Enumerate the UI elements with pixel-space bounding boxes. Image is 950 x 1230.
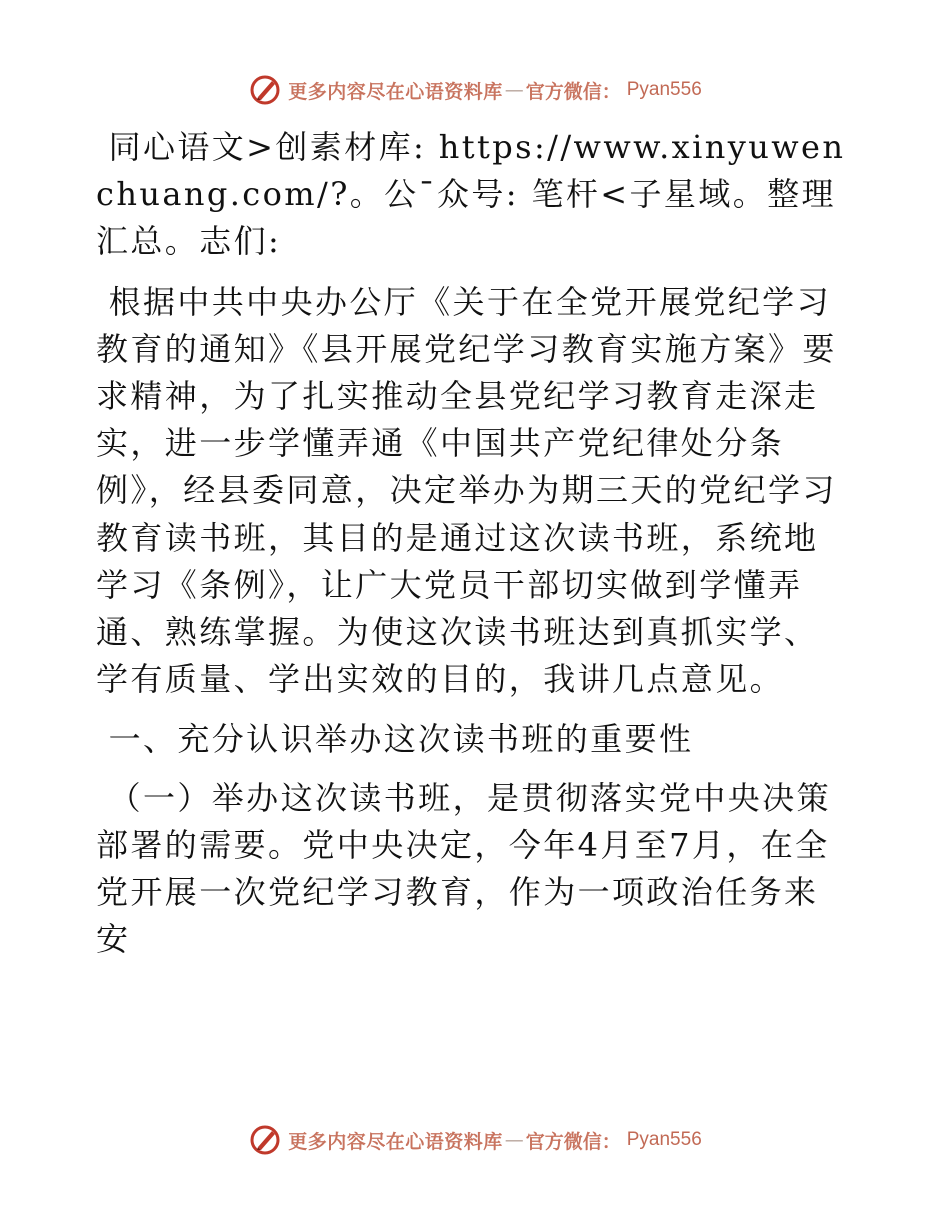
watermark-account-label: 官方微信：	[525, 80, 621, 103]
subsection-paragraph: （一）举办这次读书班，是贯彻落实党中央决策部署的需要。党中央决定，今年4月至7月，在全党开展一次党纪学习教育，作为一项政治任务来安	[96, 778, 831, 959]
section-heading: 一、充分认识举办这次读书班的重要性	[96, 720, 694, 759]
document-body	[96, 124, 852, 976]
watermark-account-id: Pyan556	[626, 79, 702, 100]
intro-paragraph: 同心语文>创素材库: https://www.xinyuwenchuang.com/?。公¯众号: 笔杆<子星域。整理汇总。志们:	[96, 128, 846, 261]
watermark-account-label: 官方微信：	[525, 1130, 621, 1153]
footer-watermark	[0, 1120, 950, 1160]
watermark-separator: —	[504, 1129, 524, 1151]
pen-logo-icon	[248, 1123, 282, 1157]
watermark-separator: —	[504, 79, 524, 101]
body-paragraph: 根据中共中央办公厅《关于在全党开展党纪学习教育的通知》《县开展党纪学习教育实施方案》要求精神，为了扎实推动全县党纪学习教育走深走实，进一步学懂弄通《中国共产党纪律处分条例》，经县委同意，决定举办为期三天的党纪学习教育读书班，其目的是通过这次读书班，系统地学习《条例》，让广大党员干部切实做到学懂弄通、熟练掌握。为使这次读书班达到真抓实学、学有质量、学出实效的目的，我讲几点意见。	[96, 282, 837, 699]
pen-logo-icon	[248, 73, 282, 107]
watermark-account-id: Pyan556	[626, 1129, 702, 1150]
watermark-text: 更多内容尽在心语资料库	[288, 80, 503, 103]
header-watermark	[0, 70, 950, 110]
watermark-text: 更多内容尽在心语资料库	[288, 1130, 503, 1153]
